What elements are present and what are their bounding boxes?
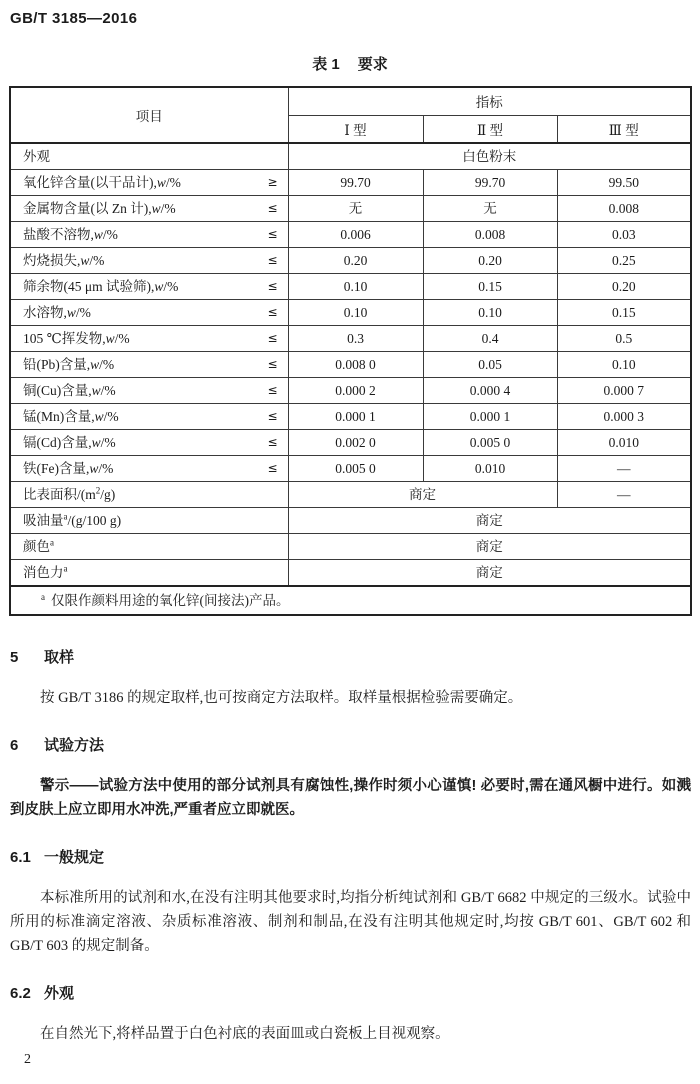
value-cell: 0.000 1 xyxy=(423,404,557,430)
item-cell xyxy=(10,300,288,326)
value-cell: 0.20 xyxy=(288,248,423,274)
item-cell xyxy=(10,456,288,482)
item-label: 盐酸不溶物,w/% xyxy=(23,227,118,242)
section-number: 6.1 xyxy=(10,849,31,866)
standard-number: GB/T 3185—2016 xyxy=(10,10,138,27)
item-cell xyxy=(10,352,288,378)
item-label: 筛余物(45 μm 试验筛),w/% xyxy=(23,279,179,294)
item-cell xyxy=(10,248,288,274)
value-cell: 无 xyxy=(288,196,423,222)
item-cell xyxy=(10,326,288,352)
requirements-table xyxy=(9,86,692,616)
item-label: 氧化锌含量(以干品计),w/% xyxy=(23,175,181,190)
table-row xyxy=(10,560,691,587)
column-header-type-2: Ⅱ 型 xyxy=(423,115,557,143)
limit-symbol: ≤ xyxy=(267,305,278,319)
value-cell: 商定 xyxy=(288,560,691,587)
value-cell: 0.10 xyxy=(288,274,423,300)
item-cell xyxy=(10,508,288,534)
table-row xyxy=(10,222,691,248)
item-label: 105 ℃挥发物,w/% xyxy=(23,331,130,346)
limit-symbol: ≤ xyxy=(267,435,278,449)
item-cell-content xyxy=(14,434,285,451)
page-number: 2 xyxy=(24,1052,31,1067)
table-row xyxy=(10,508,691,534)
table-row xyxy=(10,378,691,404)
item-cell-content xyxy=(14,538,285,555)
limit-symbol: ≤ xyxy=(267,461,278,475)
limit-symbol: ≤ xyxy=(267,253,278,267)
section-heading-6-1 xyxy=(10,848,691,868)
value-cell: 99.70 xyxy=(423,170,557,196)
item-label: 镉(Cd)含量,w/% xyxy=(23,435,116,450)
item-cell-content xyxy=(14,304,285,321)
value-cell: 0.000 7 xyxy=(557,378,691,404)
limit-symbol: ≤ xyxy=(267,409,278,423)
limit-symbol: ≤ xyxy=(267,227,278,241)
document-page xyxy=(0,10,700,1084)
item-cell-content xyxy=(14,226,285,243)
section-number: 5 xyxy=(10,649,19,666)
value-cell: 0.008 xyxy=(423,222,557,248)
item-cell-content xyxy=(14,382,285,399)
value-cell: 白色粉末 xyxy=(288,143,691,170)
item-cell-content xyxy=(14,460,285,477)
value-cell: 0.005 0 xyxy=(288,456,423,482)
item-cell xyxy=(10,404,288,430)
item-cell-content xyxy=(14,200,285,217)
value-cell: 无 xyxy=(423,196,557,222)
value-cell: 0.008 0 xyxy=(288,352,423,378)
value-cell: 商定 xyxy=(288,482,557,508)
paragraph: 按 GB/T 3186 的规定取样,也可按商定方法取样。取样量根据检验需要确定。 xyxy=(40,690,523,706)
item-label: 锰(Mn)含量,w/% xyxy=(23,409,119,424)
item-label: 水溶物,w/% xyxy=(23,305,91,320)
section-title: 一般规定 xyxy=(44,849,105,866)
table-row xyxy=(10,534,691,560)
item-label: 铜(Cu)含量,w/% xyxy=(23,383,116,398)
value-cell: 0.03 xyxy=(557,222,691,248)
table-row xyxy=(10,300,691,326)
limit-symbol: ≤ xyxy=(267,383,278,397)
table-row xyxy=(10,482,691,508)
table-row xyxy=(10,430,691,456)
item-label: 铅(Pb)含量,w/% xyxy=(23,357,115,372)
table-footnote-row xyxy=(10,586,691,615)
table-row xyxy=(10,404,691,430)
limit-symbol: ≤ xyxy=(267,279,278,293)
item-cell xyxy=(10,274,288,300)
value-cell: 0.20 xyxy=(423,248,557,274)
value-cell: 0.5 xyxy=(557,326,691,352)
value-cell: 0.3 xyxy=(288,326,423,352)
value-cell: 商定 xyxy=(288,508,691,534)
item-label: 颜色$^a$ xyxy=(23,537,54,554)
section-title: 外观 xyxy=(44,985,75,1002)
section-title: 试验方法 xyxy=(44,737,105,754)
value-cell: 0.000 3 xyxy=(557,404,691,430)
value-cell: 0.15 xyxy=(423,274,557,300)
item-cell-content xyxy=(14,408,285,425)
table-row xyxy=(10,143,691,170)
item-label: 灼烧损失,w/% xyxy=(23,253,105,268)
item-cell-content xyxy=(14,278,285,295)
table-title xyxy=(0,53,700,74)
value-cell: 0.10 xyxy=(557,352,691,378)
item-cell-content xyxy=(14,512,285,529)
sections xyxy=(10,648,691,1046)
item-cell xyxy=(10,378,288,404)
value-cell: 0.20 xyxy=(557,274,691,300)
item-cell-content xyxy=(14,330,285,347)
value-cell: 99.50 xyxy=(557,170,691,196)
item-cell-content xyxy=(14,486,285,503)
value-cell: 0.15 xyxy=(557,300,691,326)
item-cell xyxy=(10,482,288,508)
item-label: 吸油量$^a$/(g/100 g) xyxy=(23,511,122,528)
table-head xyxy=(10,87,691,143)
item-cell xyxy=(10,143,288,170)
item-cell xyxy=(10,430,288,456)
item-label: 外观 xyxy=(23,149,50,164)
section-number: 6 xyxy=(10,737,19,754)
column-header-type-1: Ⅰ 型 xyxy=(288,115,423,143)
item-cell xyxy=(10,560,288,587)
item-label: 铁(Fe)含量,w/% xyxy=(23,461,114,476)
item-cell xyxy=(10,196,288,222)
value-cell: 0.000 4 xyxy=(423,378,557,404)
item-cell xyxy=(10,534,288,560)
table-body xyxy=(10,143,691,615)
table-row xyxy=(10,170,691,196)
item-cell xyxy=(10,170,288,196)
item-cell xyxy=(10,222,288,248)
item-cell-content xyxy=(14,174,285,191)
item-cell-content xyxy=(14,252,285,269)
table-row xyxy=(10,274,691,300)
value-cell: 0.002 0 xyxy=(288,430,423,456)
value-cell: 0.006 xyxy=(288,222,423,248)
value-cell: 0.10 xyxy=(288,300,423,326)
item-cell-content xyxy=(14,356,285,373)
value-cell: 0.010 xyxy=(423,456,557,482)
item-label: 消色力$^a$ xyxy=(23,563,68,580)
table-row xyxy=(10,248,691,274)
section-heading-5 xyxy=(10,648,691,668)
item-label: 比表面积$/(m^2/g)$ xyxy=(23,485,116,502)
table-head-row-1 xyxy=(10,87,691,115)
column-header-item: 项目 xyxy=(10,87,288,143)
value-cell: 0.000 1 xyxy=(288,404,423,430)
value-cell: 0.005 0 xyxy=(423,430,557,456)
value-cell: 0.000 2 xyxy=(288,378,423,404)
paragraph: 在自然光下,将样品置于白色衬底的表面皿或白瓷板上目视观察。 xyxy=(40,1026,450,1042)
value-cell: 0.25 xyxy=(557,248,691,274)
value-cell: 商定 xyxy=(288,534,691,560)
limit-symbol: ≤ xyxy=(267,357,278,371)
value-cell: 0.05 xyxy=(423,352,557,378)
limit-symbol: ≥ xyxy=(267,175,278,189)
table-row xyxy=(10,196,691,222)
column-header-type-3: Ⅲ 型 xyxy=(557,115,691,143)
table-footnote: $^a$ 仅限作颜料用途的氧化锌(间接法)产品。 xyxy=(10,586,691,615)
value-cell: 0.10 xyxy=(423,300,557,326)
value-cell: — xyxy=(557,456,691,482)
limit-symbol: ≤ xyxy=(267,201,278,215)
value-cell: 99.70 xyxy=(288,170,423,196)
section-title: 取样 xyxy=(44,649,75,666)
paragraph: 本标准所用的试剂和水,在没有注明其他要求时,均指分析纯试剂和 GB/T 6682 中规定的三级水。试验中所用的标准滴定溶液、杂质标准溶液、制剂和制品,在没有注明其他规定时,均按 GB/T 601、GB/T 602 和 GB/T 603 的规定制备。 xyxy=(10,890,691,954)
section-heading-6 xyxy=(10,736,691,756)
limit-symbol: ≤ xyxy=(267,331,278,345)
paragraph: 警示——试验方法中使用的部分试剂具有腐蚀性,操作时须小心谨慎! 必要时,需在通风橱中进行。如溅到皮肤上应立即用水冲洗,严重者应立即就医。 xyxy=(10,778,691,818)
column-header-index: 指标 xyxy=(288,87,691,115)
value-cell: — xyxy=(557,482,691,508)
value-cell: 0.008 xyxy=(557,196,691,222)
value-cell: 0.010 xyxy=(557,430,691,456)
item-cell-content xyxy=(14,148,285,165)
value-cell: 0.4 xyxy=(423,326,557,352)
item-label: 金属物含量(以 Zn 计),w/% xyxy=(23,201,176,216)
table-title-text: 要求 xyxy=(357,56,388,73)
section-heading-6-2 xyxy=(10,984,691,1004)
table-row xyxy=(10,456,691,482)
table-row xyxy=(10,326,691,352)
table-row xyxy=(10,352,691,378)
table-title-number: 表 1 xyxy=(312,56,340,73)
section-number: 6.2 xyxy=(10,985,31,1002)
item-cell-content xyxy=(14,564,285,581)
